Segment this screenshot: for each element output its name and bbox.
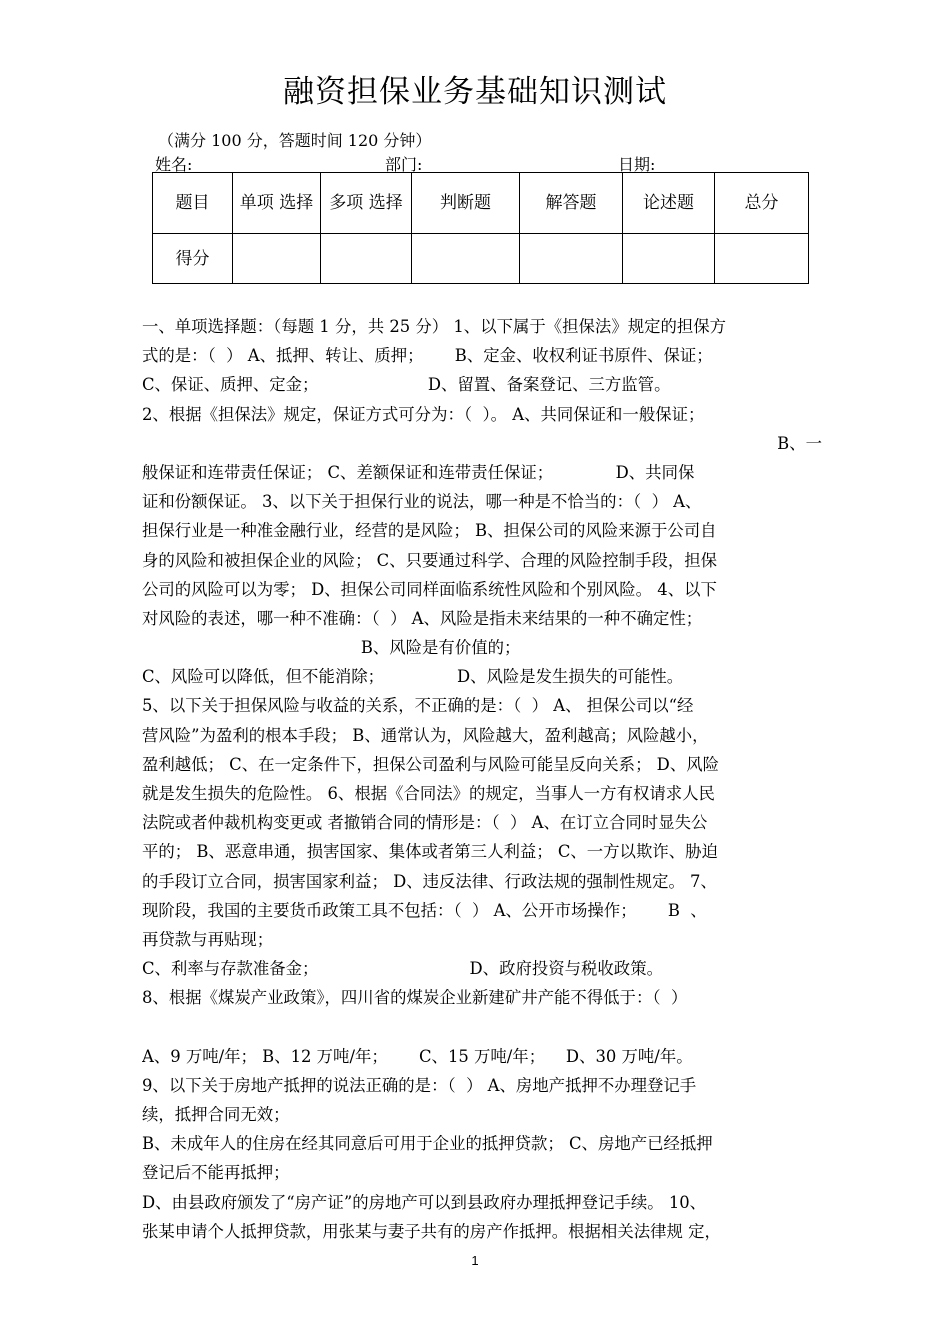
text-line: 营风险”为盈利的根本手段； B、通常认为，风险越大，盈利越高；风险越小， <box>142 725 709 745</box>
text-line: 身的风险和被担保企业的风险； C、只要通过科学、合理的风险控制手段，担保 <box>142 550 718 570</box>
score-cell[interactable] <box>623 234 715 284</box>
text-line: 续，抵押合同无效； <box>142 1105 290 1125</box>
text-line: 5、以下关于担保风险与收益的关系，不正确的是：（ ） A、 担保公司以“经 <box>142 696 694 716</box>
blank-line <box>142 1013 822 1042</box>
text-line: 证和份额保证。 3、以下关于担保行业的说法，哪一种是不恰当的：（ ） A、 <box>142 492 702 512</box>
score-cell[interactable] <box>233 234 321 284</box>
header-cell: 题目 <box>153 173 233 234</box>
document-title: 融资担保业务基础知识测试 <box>283 74 667 110</box>
text-line: 就是发生损失的危险性。 6、根据《合同法》的规定，当事人一方有权请求人民 <box>142 784 715 803</box>
page-number: 1 <box>471 1253 479 1268</box>
text-line: C、风险可以降低，但不能消除； D、风险是发生损失的可能性。 <box>142 667 684 687</box>
text-line: D、由县政府颁发了“房产证”的房地产可以到县政府办理抵押登记手续。 10、 <box>142 1192 707 1212</box>
text-line: C、利率与存款准备金； D、政府投资与税收政策。 <box>142 959 663 979</box>
text-line: A、9 万吨/年； B、12 万吨/年； C、15 万吨/年； D、30 万吨/年。 <box>142 1046 693 1066</box>
text-line: C、保证、质押、定金； D、留置、备案登记、三方监管。 <box>142 375 671 395</box>
text-line: 式的是：（ ） A、抵押、转让、质押； B、定金、收权利证书原件、保证； <box>142 346 713 366</box>
score-table-score-row <box>153 234 809 284</box>
text-line: 法院或者仲裁机构变更或 者撤销合同的情形是：（ ） A、在订立合同时显失公 <box>142 813 708 833</box>
text-line: 登记后不能再抵押； <box>142 1163 290 1183</box>
text-line: 平的； B、恶意串通，损害国家、集体或者第三人利益； C、一方以欺诈、胁迫 <box>142 842 718 862</box>
header-cell: 论述题 <box>623 173 715 234</box>
text-line: 现阶段，我国的主要货币政策工具不包括：（ ） A、公开市场操作； B 、 <box>142 900 707 920</box>
score-cell[interactable] <box>520 234 623 284</box>
score-cell[interactable] <box>412 234 520 284</box>
text-line: 一、单项选择题：（每题 1 分，共 25 分） 1、以下属于《担保法》规定的担保方 <box>142 317 727 336</box>
text-line: 公司的风险可以为零； D、担保公司同样面临系统性风险和个别风险。 4、以下 <box>142 579 717 599</box>
text-line: B、未成年人的住房在经其同意后可用于企业的抵押贷款； C、房地产已经抵押 <box>142 1134 713 1154</box>
text-line: 盈利越低； C、在一定条件下，担保公司盈利与风险可能呈反向关系； D、风险 <box>142 754 719 774</box>
score-cell[interactable] <box>321 234 412 284</box>
score-row-label: 得分 <box>153 234 233 284</box>
text-line: 的手段订立合同，损害国家利益； D、违反法律、行政法规的强制性规定。 7、 <box>142 871 717 891</box>
question-body <box>142 312 822 1246</box>
score-cell[interactable] <box>715 234 809 284</box>
text-line: B、风险是有价值的； <box>142 638 521 658</box>
score-table <box>152 172 809 284</box>
text-line: 再贷款与再贴现； <box>142 929 274 949</box>
header-cell: 总分 <box>715 173 809 234</box>
text-line: 8、根据《煤炭产业政策》，四川省的煤炭企业新建矿井产能不得低于：（ ） <box>142 988 688 1008</box>
text-line: 2、根据《担保法》规定，保证方式可分为：（ ）。 A、共同保证和一般保证； <box>142 404 705 424</box>
department-field-label: 部门: <box>385 155 423 174</box>
header-cell: 解答题 <box>520 173 623 234</box>
name-field-label: 姓名: <box>155 155 193 174</box>
text-line: 对风险的表述，哪一种不准确：（ ） A、风险是指未来结果的一种不确定性； <box>142 608 703 628</box>
text-line: 9、以下关于房地产抵押的说法正确的是：（ ） A、房地产抵押不办理登记手 <box>142 1075 697 1095</box>
text-line: 担保行业是一种准金融行业，经营的是风险； B、担保公司的风险来源于公司自 <box>142 521 717 541</box>
header-cell: 判断题 <box>412 173 520 234</box>
text-line: 般保证和连带责任保证； C、差额保证和连带责任保证； D、共同保 <box>142 462 695 482</box>
exam-note: （满分 100 分，答题时间 120 分钟） <box>158 131 432 150</box>
header-cell: 单项 选择 <box>233 173 321 234</box>
date-field-label: 日期: <box>618 155 656 174</box>
header-cell: 多项 选择 <box>321 173 412 234</box>
text-line: 张某申请个人抵押贷款，用张某与妻子共有的房产作抵押。根据相关法律规 定， <box>142 1221 721 1241</box>
text-line: B、一 <box>777 433 822 453</box>
score-table-header-row <box>153 173 809 234</box>
